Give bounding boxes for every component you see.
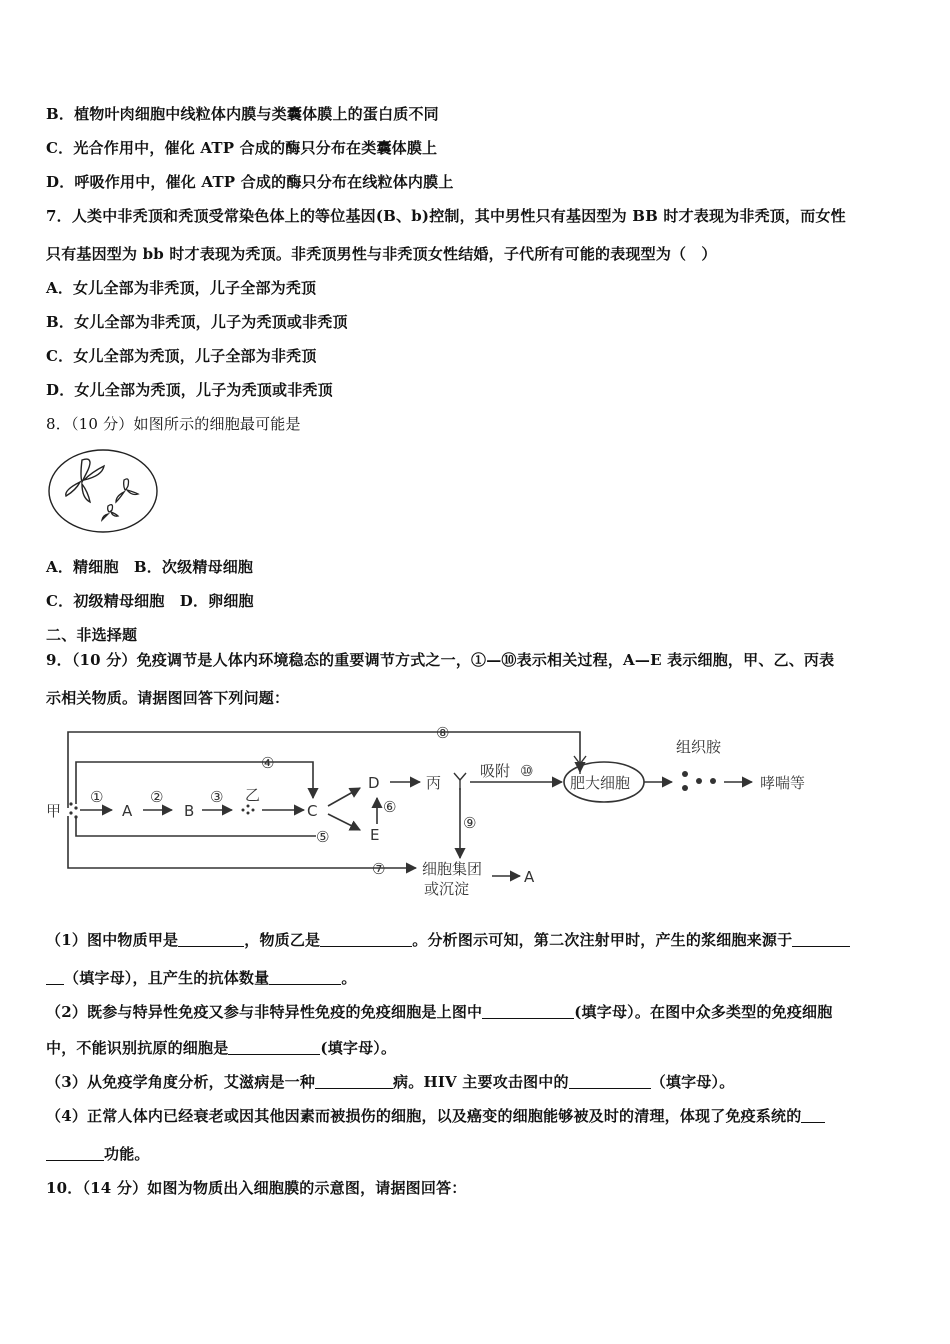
label-C: C <box>307 802 318 820</box>
q7-option-d: D．女儿全部为秃顶，儿子为秃顶或非秃顶 <box>46 381 333 399</box>
q9-p1-c: 。分析图示可知，第二次注射甲时，产生的浆细胞来源于 <box>412 931 793 949</box>
q9-p2-b: (填字母）。在图中众多类型的免疫细胞 <box>574 1003 833 1021</box>
q9-part1-line2 <box>46 967 357 988</box>
q8-cell-figure <box>46 446 162 538</box>
answer-blank[interactable] <box>792 932 850 947</box>
q9-part2-line1 <box>46 1001 832 1022</box>
label-asthma: 哮喘等 <box>760 774 806 792</box>
answer-blank[interactable] <box>269 970 341 985</box>
answer-blank[interactable] <box>46 1146 104 1161</box>
chromosome-small <box>102 505 118 520</box>
label-n5: ⑤ <box>316 828 330 846</box>
antigen-dots-icon <box>69 802 77 818</box>
q9-p2-d: (填字母）。 <box>320 1039 397 1057</box>
q9-p4-a: （4）正常人体内已经衰老或因其他因素而被损伤的细胞，以及癌变的细胞能够被及时的清理，体现了免疫系统的 <box>46 1107 802 1125</box>
q7-option-c: C．女儿全部为秃顶，儿子全部为非秃顶 <box>46 347 317 365</box>
q9-stem-line2: 示相关物质。请据图回答下列问题： <box>46 689 290 707</box>
chromosome-large <box>66 459 104 502</box>
q9-p1-d: （填字母），且产生的抗体数量 <box>64 969 270 987</box>
q7-option-b: B．女儿全部为非秃顶，儿子为秃顶或非秃顶 <box>46 313 348 331</box>
q6-option-b: B．植物叶肉细胞中线粒体内膜与类囊体膜上的蛋白质不同 <box>46 105 439 123</box>
label-histamine: 组织胺 <box>676 738 722 756</box>
label-n6: ⑥ <box>383 798 397 816</box>
q8-options-row1: A．精细胞 B．次级精母细胞 <box>46 558 254 576</box>
label-n7: ⑦ <box>372 860 386 878</box>
label-cluster-1: 细胞集团 <box>422 860 483 878</box>
label-n10: ⑩ <box>520 762 534 780</box>
q9-p3-c: （填字母）。 <box>650 1073 735 1091</box>
label-adsorb: 吸附 <box>480 762 511 780</box>
antibody-icon-bing <box>454 773 466 790</box>
q7-stem-line2: 只有基因型为 bb 时才表现为秃顶。非秃顶男性与非秃顶女性结婚，子代所有可能的表现型为（ ） <box>46 245 717 263</box>
label-n3: ③ <box>210 788 224 806</box>
section-heading: 二、非选择题 <box>46 626 138 644</box>
label-n9: ⑨ <box>463 814 477 832</box>
q7-stem-line1: 7．人类中非秃顶和秃顶受常染色体上的等位基因(B、b)控制，其中男性只有基因型为 BB 时才表现为非秃顶，而女性 <box>46 207 846 225</box>
q6-option-d: D．呼吸作用中，催化 ATP 合成的酶只分布在线粒体内膜上 <box>46 173 454 191</box>
label-n8: ⑧ <box>436 724 450 742</box>
label-A: A <box>122 802 133 820</box>
label-D: D <box>368 774 380 792</box>
q9-part2-line2 <box>46 1037 396 1058</box>
answer-blank[interactable] <box>178 932 244 947</box>
answer-blank[interactable] <box>228 1040 320 1055</box>
q9-part4-line1 <box>46 1105 825 1126</box>
answer-blank[interactable] <box>46 970 64 985</box>
answer-blank[interactable] <box>801 1108 825 1123</box>
label-cluster-2: 或沉淀 <box>424 880 470 898</box>
label-bing: 丙 <box>426 774 442 792</box>
q9-stem-line1: 9．（10 分）免疫调节是人体内环境稳态的重要调节方式之一，①—⑩表示相关过程，A—E 表示细胞，甲、乙、丙表 <box>46 651 835 669</box>
label-n2: ② <box>150 788 164 806</box>
label-A-end: A <box>524 868 535 886</box>
q9-p2-c: 中，不能识别抗原的细胞是 <box>46 1039 229 1057</box>
label-yi: 乙 <box>245 786 261 804</box>
yi-dots-icon <box>242 805 255 815</box>
q10-stem: 10．（14 分）如图为物质出入细胞膜的示意图，请据图回答： <box>46 1179 467 1197</box>
label-n1: ① <box>90 788 104 806</box>
answer-blank[interactable] <box>569 1074 651 1089</box>
answer-blank[interactable] <box>482 1004 574 1019</box>
answer-blank[interactable] <box>315 1074 393 1089</box>
q7-option-a: A．女儿全部为非秃顶，儿子全部为秃顶 <box>46 279 317 297</box>
label-B: B <box>184 802 195 820</box>
label-E: E <box>370 826 380 844</box>
q8-options-row2: C．初级精母细胞 D．卵细胞 <box>46 592 254 610</box>
q9-part3 <box>46 1071 734 1092</box>
chromosome-medium <box>116 479 138 502</box>
q6-option-c: C．光合作用中，催化 ATP 合成的酶只分布在类囊体膜上 <box>46 139 438 157</box>
q9-part1-line1 <box>46 929 850 950</box>
q9-p1-a: （1）图中物质甲是 <box>46 931 179 949</box>
q9-p1-b: ，物质乙是 <box>244 931 321 949</box>
answer-blank[interactable] <box>320 932 412 947</box>
q8-stem: 8．（10 分）如图所示的细胞最可能是 <box>46 415 301 433</box>
q9-p3-a: （3）从免疫学角度分析，艾滋病是一种 <box>46 1073 316 1091</box>
q9-p1-e: 。 <box>341 969 357 987</box>
q9-part4-line2 <box>46 1143 150 1164</box>
q9-p2-a: （2）既参与特异性免疫又参与非特异性免疫的免疫细胞是上图中 <box>46 1003 483 1021</box>
immune-diagram <box>40 718 840 903</box>
histamine-dots-icon <box>682 771 716 791</box>
q9-p4-b: 功能。 <box>104 1145 150 1163</box>
label-jia: 甲 <box>46 802 62 820</box>
label-mast-cell: 肥大细胞 <box>570 774 631 792</box>
label-n4: ④ <box>261 754 275 772</box>
q9-p3-b: 病。HIV 主要攻击图中的 <box>393 1073 569 1091</box>
